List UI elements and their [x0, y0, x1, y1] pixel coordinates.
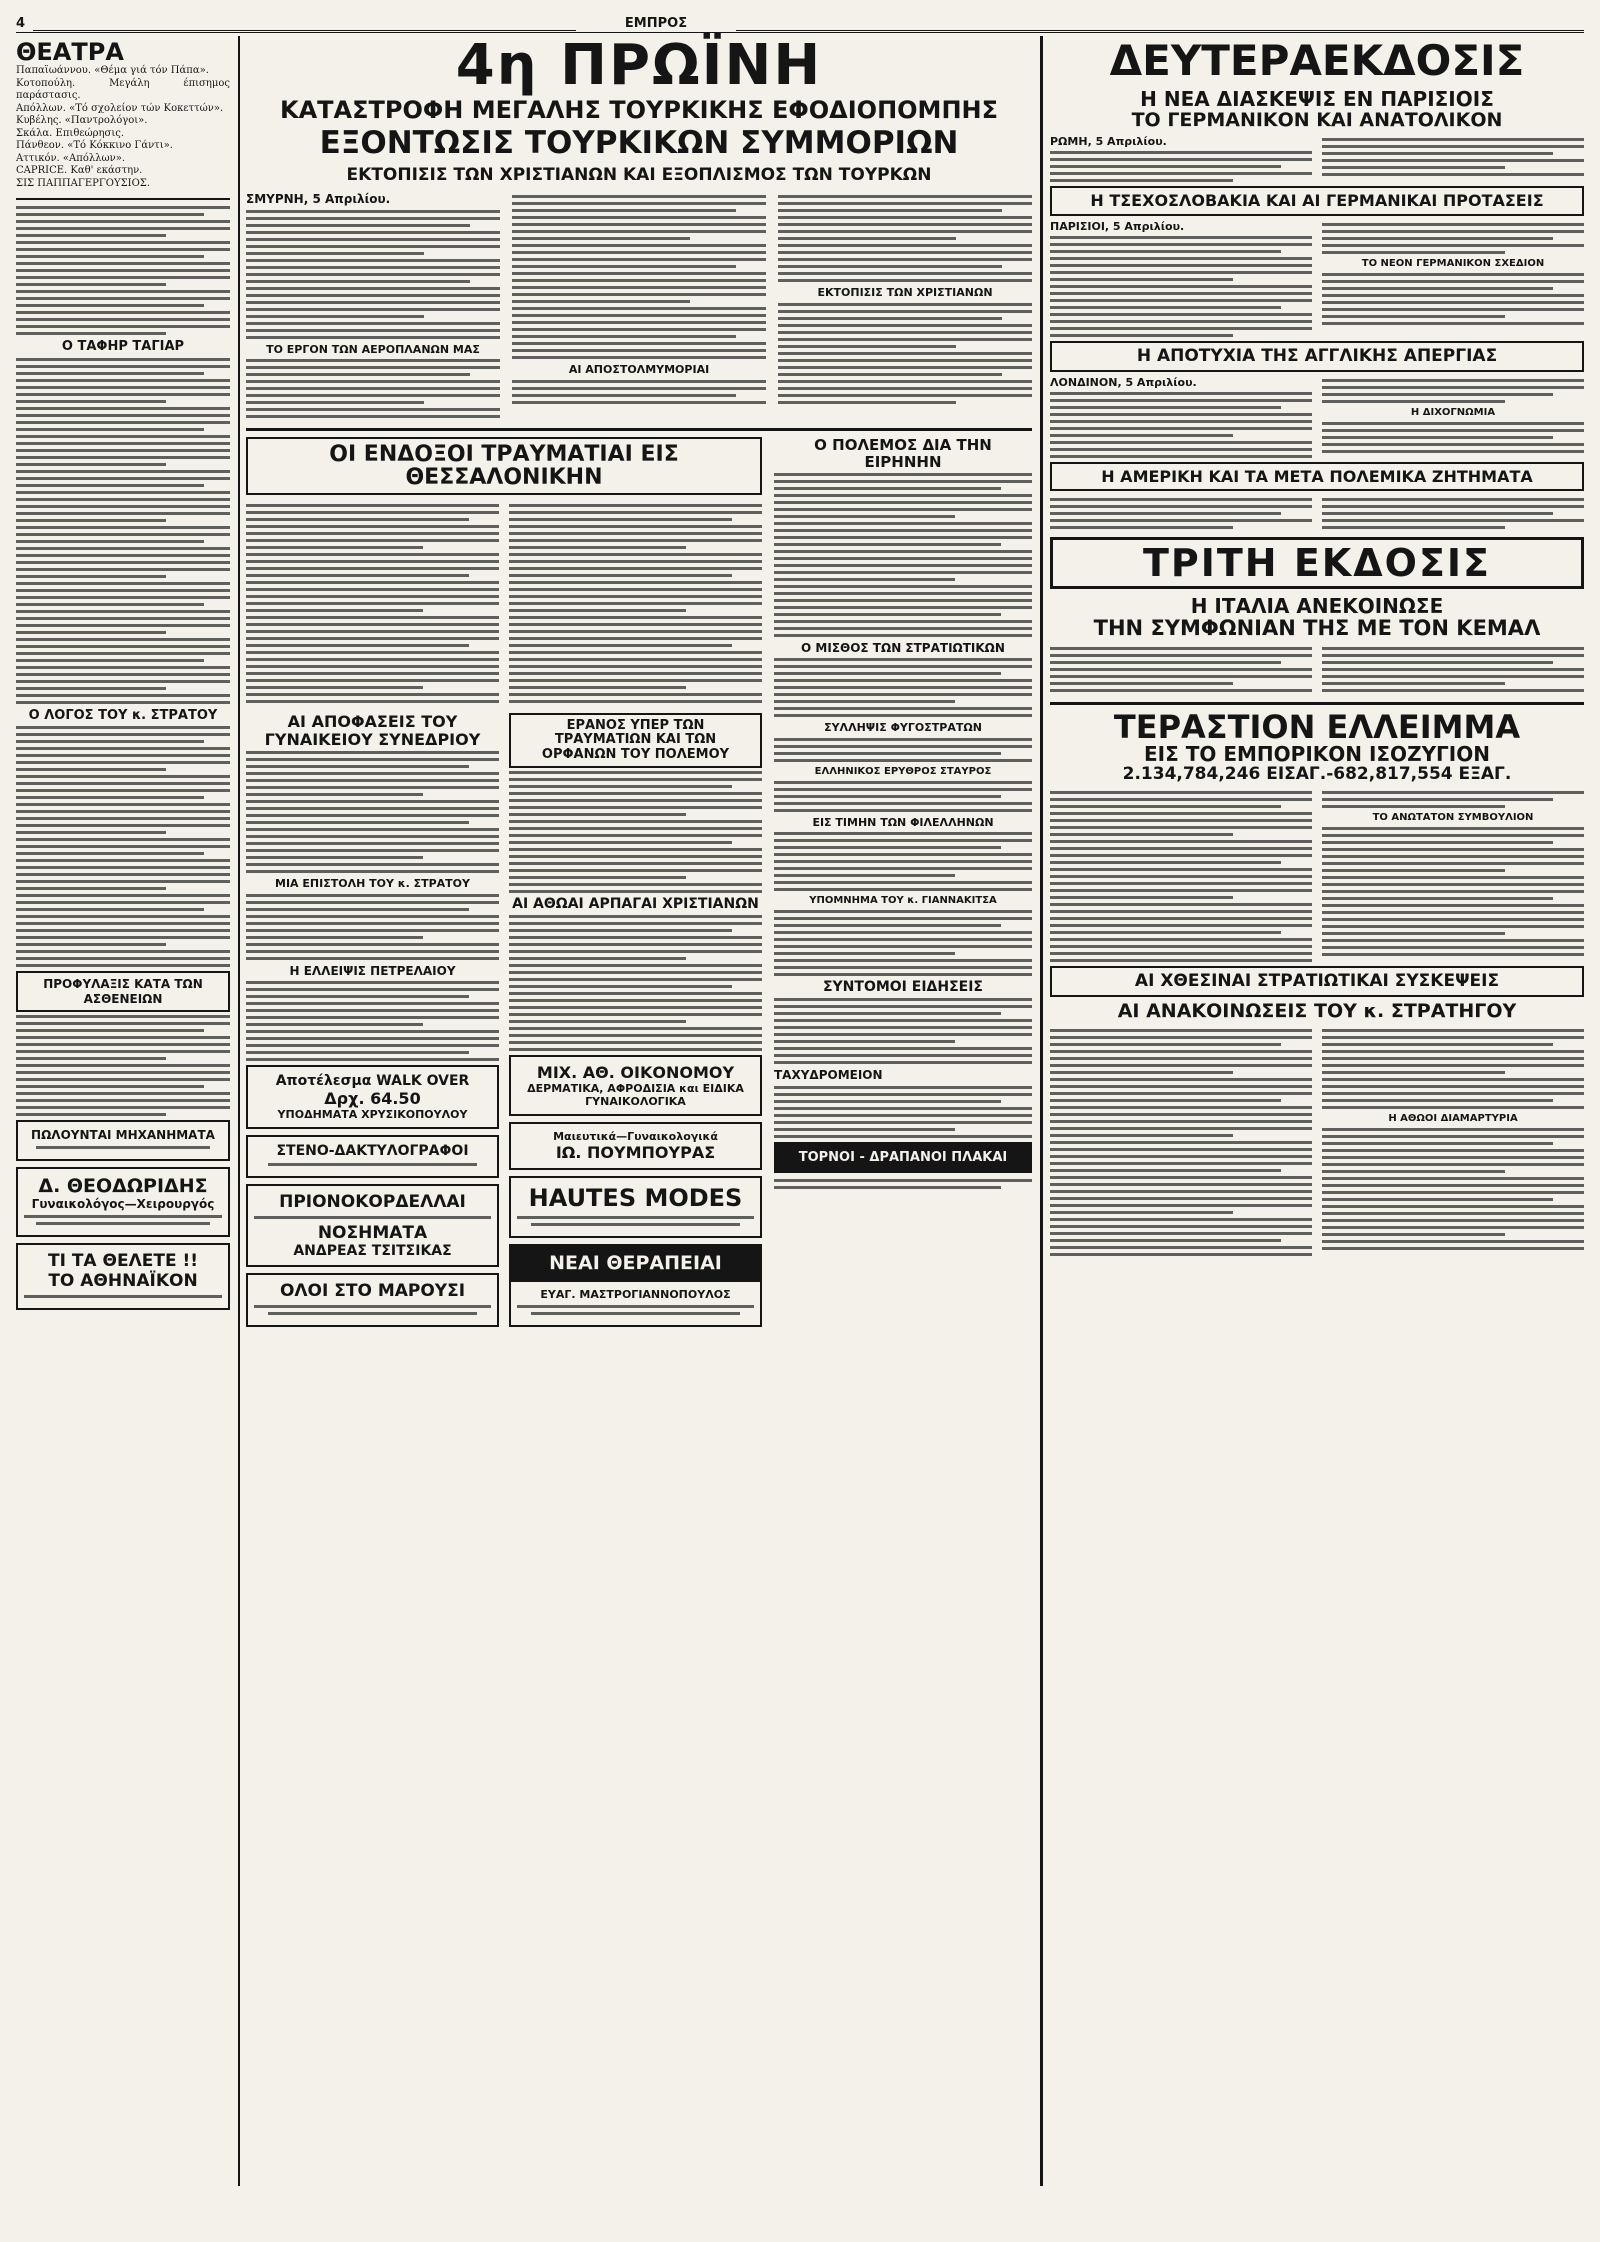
dateline: ΠΑΡΙΣΙΟΙ, 5 Απριλίου. [1050, 219, 1185, 233]
center-column [246, 33, 1032, 1333]
ad-gold-sub: ΤΟ ΑΘΗΝΑΪΚΟΝ [48, 1271, 198, 1292]
ad-poumpouras-sub: Μαιευτικά—Γυναικολογικά [553, 1130, 718, 1144]
ad-oikonomou [509, 1055, 762, 1116]
ad-therapeiai [509, 1244, 762, 1282]
dateline: ΡΩΜΗ, 5 Απριλίου. [1050, 134, 1167, 148]
divider [16, 198, 230, 200]
post-heading: ΤΑΧΥΔΡΟΜΕΙΟΝ [774, 1068, 883, 1083]
sub-heading: Η ΑΘΩΟΙ ΔΙΑΜΑΡΤΥΡΙΑ [1388, 1112, 1518, 1124]
theatre-line: ΣΙΣ ΠΑΠΠΑΓΕΡΓΟΥΣΙΟΣ. [16, 177, 151, 189]
red-cross-heading: ΕΛΛΗΝΙΚΟΣ ΕΡΥΘΡΟΣ ΣΤΑΥΡΟΣ [814, 765, 992, 777]
headline: ΕΙΣ ΤΟ ΕΜΠΟΡΙΚΟΝ ΙΣΟΖΥΓΙΟΝ [1144, 742, 1490, 767]
ad-doctor-title: Γυναικολόγος—Χειρουργός [31, 1197, 215, 1212]
headline: Η ΙΤΑΛΙΑ ΑΝΕΚΟΙΝΩΣΕ [1190, 594, 1444, 619]
ad-steno [246, 1135, 499, 1178]
column-rule [1040, 36, 1043, 2186]
headline: Η ΑΠΟΤΥΧΙΑ ΤΗΣ ΑΓΓΛΙΚΗΣ ΑΠΕΡΓΙΑΣ [1050, 341, 1584, 372]
divider [246, 428, 1032, 431]
arrest-heading: ΣΥΛΛΗΨΙΣ ΦΥΓΟΣΤΡΑΤΩΝ [824, 721, 982, 735]
edition-title: 4η ΠΡΩΪΝΗ [455, 33, 823, 98]
letter-heading: ΜΙΑ ΕΠΙΣΤΟΛΗ ΤΟΥ κ. ΣΤΡΑΤΟΥ [275, 877, 470, 891]
page-number: 4 [16, 16, 33, 31]
headline: Η ΑΜΕΡΙΚΗ ΚΑΙ ΤΑ ΜΕΤΑ ΠΟΛΕΜΙΚΑ ΖΗΤΗΜΑΤΑ [1050, 462, 1584, 492]
ypomnima-heading: ΥΠΟΜΝΗΜΑ ΤΟΥ κ. ΓΙΑΝΝΑΚΙΤΣΑ [809, 894, 997, 906]
theatre-line: Πάνθεον. «Τό Κόκκινο Γάντι». [16, 140, 173, 152]
theatres-title: ΘΕΑΤΡΑ [16, 38, 124, 66]
sub-headline: ΕΞΟΝΤΩΣΙΣ ΤΟΥΡΚΙΚΩΝ ΣΥΜΜΟΡΙΩΝ [319, 125, 959, 162]
headline: ΑΙ ΑΝΑΚΟΙΝΩΣΕΙΣ ΤΟΥ κ. ΣΤΡΑΤΗΓΟΥ [1117, 999, 1517, 1022]
ad-walkover-sub: ΥΠΟΔΗΜΑΤΑ ΧΡΥΣΙΚΟΠΟΥΛΟΥ [277, 1107, 468, 1121]
theatre-line: Κοτοπούλη. Μεγάλη έπισημος παράστασις. [16, 77, 230, 102]
dialogue-heading: Ο ΤΑΦΗΡ ΤΑΓΙΑΡ [61, 339, 185, 355]
headline: ΑΙ ΧΘΕΣΙΝΑΙ ΣΤΡΑΤΙΩΤΙΚΑΙ ΣΥΣΚΕΨΕΙΣ [1050, 966, 1584, 997]
ad-doctor-name: Δ. ΘΕΟΔΩΡΙΔΗΣ [38, 1175, 208, 1198]
arpagai-heading: ΑΙ ΑΘΩΑΙ ΑΡΠΑΓΑΙ ΧΡΙΣΤΙΑΝΩΝ [512, 896, 759, 913]
ad-walkover-title: Αποτέλεσμα WALK OVER [275, 1072, 470, 1089]
ad-marousi [246, 1273, 499, 1327]
eranos-heading: ΕΡΑΝΟΣ ΥΠΕΡ ΤΩΝ ΤΡΑΥΜΑΤΙΩΝ ΚΑΙ ΤΩΝ ΟΡΦΑΝΩΝ ΤΟΥ ΠΟΛΕΜΟΥ [509, 713, 762, 768]
article-text [16, 358, 230, 704]
decisions-heading: ΑΙ ΑΠΟΦΑΣΕΙΣ ΤΟΥ ΓΥΝΑΙΚΕΙΟΥ ΣΥΝΕΔΡΙΟΥ [264, 712, 481, 749]
newspaper-page [16, 16, 1584, 2206]
theatre-line: Απόλλων. «Τό σχολείον τών Κοκεττών». [16, 102, 224, 114]
right-column [1050, 36, 1584, 1260]
ad-nosimata-title: ΝΟΣΗΜΑΤΑ [317, 1222, 428, 1243]
ad-hautes-title: HAUTES MODES [528, 1184, 743, 1213]
sub-heading: ΤΟ ΝΕΟΝ ΓΕΡΜΑΝΙΚΟΝ ΣΧΕΔΙΟΝ [1361, 257, 1545, 269]
ad-tornoi [774, 1142, 1032, 1173]
article-text [16, 206, 230, 335]
ad-machines [16, 1120, 230, 1161]
ad-gold-head: ΤΙ ΤΑ ΘΕΛΕΤΕ !! [48, 1251, 198, 1272]
lead-article [246, 192, 1032, 422]
theatre-line: CAPRICE. Καθ' εκάστην. [16, 165, 143, 177]
war-peace-heading: Ο ΠΟΛΕΜΟΣ ΔΙΑ ΤΗΝ ΕΙΡΗΝΗΝ [814, 436, 992, 471]
ad-poumpouras [509, 1122, 762, 1170]
theatre-line: Αττικόν. «Απόλλων». [16, 152, 126, 164]
divider [1050, 702, 1584, 705]
ad-gold [16, 1243, 230, 1310]
ad-doctor [16, 1167, 230, 1237]
left-column [16, 40, 230, 1316]
ad-steno-title: ΣΤΕΝΟ-ΔΑΚΤΥΛΟΓΡΑΦΟΙ [276, 1142, 469, 1159]
ad-oikonomou-name: ΜΙΧ. ΑΘ. ΟΙΚΟΝΟΜΟΥ [536, 1063, 735, 1083]
edition-title-3: ΤΡΙΤΗ ΕΚΔΟΣΙΣ [1050, 537, 1584, 589]
soldiers-pay-heading: Ο ΜΙΣΘΟΣ ΤΩΝ ΣΤΡΑΤΙΩΤΙΚΩΝ [801, 641, 1005, 655]
diseases-heading: ΠΡΟΦΥΛΑΞΙΣ ΚΑΤΑ ΤΩΝ ΑΣΘΕΝΕΙΩΝ [16, 971, 230, 1012]
ad-prionok-title: ΠΡΙΟΝΟΚΟΡΔΕΛΛΑΙ [279, 1191, 466, 1212]
ad-oikonomou-sub: ΔΕΡΜΑΤΙΚΑ, ΑΦΡΟΔΙΣΙΑ και ΕΙΔΙΚΑ ΓΥΝΑΙΚΟΛΟΓΙΚΑ [527, 1082, 744, 1109]
sub-heading: ΕΚΤΟΠΙΣΙΣ ΤΩΝ ΧΡΙΣΤΙΑΝΩΝ [817, 286, 993, 300]
ad-tsitsikas: ΑΝΔΡΕΑΣ ΤΣΙΤΣΙΚΑΣ [293, 1242, 452, 1259]
article-text [16, 1015, 230, 1116]
ad-walkover-price: Δρχ. 64.50 [324, 1088, 421, 1108]
theatre-line: Σκάλα. Επιθεώρησις. [16, 127, 125, 139]
headline: Η ΤΣΕΧΟΣΛΟΒΑΚΙΑ ΚΑΙ ΑΙ ΓΕΡΜΑΝΙΚΑΙ ΠΡΟΤΑΣΕΙΣ [1050, 186, 1584, 216]
sub-heading: ΑΙ ΑΠΟΣΤΟΛΜΥΜΟΡΙΑΙ [568, 363, 710, 377]
dateline: ΣΜΥΡΝΗ, 5 Απριλίου. [246, 192, 391, 207]
ad-walkover [246, 1065, 499, 1129]
ad-therapeiai-body [509, 1282, 762, 1327]
masthead-rule [16, 16, 1584, 33]
article-text [16, 726, 230, 967]
sub-heading: Η ΔΙΧΟΓΝΩΜΙΑ [1410, 406, 1496, 418]
edition-title: ΔΕΥΤΕΡΑΕΚΔΟΣΙΣ [1109, 36, 1525, 85]
ad-hautes [509, 1176, 762, 1238]
wounded-heading: ΟΙ ΕΝΔΟΞΟΙ ΤΡΑΥΜΑΤΙΑΙ ΕΙΣ ΘΕΣΣΑΛΟΝΙΚΗΝ [246, 437, 762, 495]
ad-poumpouras-name: ΙΩ. ΠΟΥΜΠΟΥΡΑΣ [555, 1143, 716, 1163]
headline: ΤΗΝ ΣΥΜΦΩΝΙΑΝ ΤΗΣ ΜΕ ΤΟΝ ΚΕΜΑΛ [1093, 616, 1541, 641]
honor-heading: ΕΙΣ ΤΙΜΗΝ ΤΩΝ ΦΙΛΕΛΛΗΝΩΝ [812, 815, 994, 829]
ad-therapeiai-sub: ΕΥΑΓ. ΜΑΣΤΡΟΓΙΑΝΝΟΠΟΥΛΟΣ [540, 1288, 731, 1302]
headline: Η ΝΕΑ ΔΙΑΣΚΕΨΙΣ ΕΝ ΠΑΡΙΣΙΟΙΣ [1140, 87, 1494, 111]
ad-therapeiai-title: ΝΕΑΙ ΘΕΡΑΠΕΙΑΙ [549, 1252, 722, 1275]
sub-heading: ΤΟ ΕΡΓΟΝ ΤΩΝ ΑΕΡΟΠΛΑΝΩΝ ΜΑΣ [266, 342, 480, 356]
theatre-line: Κυβέλης. «Παντρολόγοι». [16, 115, 148, 127]
logos-heading: Ο ΛΟΓΟΣ ΤΟΥ κ. ΣΤΡΑΤΟΥ [28, 707, 218, 723]
column-rule [238, 36, 240, 2186]
headline: ΤΕΡΑΣΤΙΟΝ ΕΛΛΕΙΜΜΑ [1113, 708, 1521, 747]
headline: ΤΟ ΓΕΡΜΑΝΙΚΟΝ ΚΑΙ ΑΝΑΤΟΛΙΚΟΝ [1131, 109, 1503, 131]
dateline: ΛΟΝΔΙΝΟΝ, 5 Απριλίου. [1050, 375, 1197, 389]
short-news-heading: ΣΥΝΤΟΜΟΙ ΕΙΔΗΣΕΙΣ [822, 978, 983, 995]
headline: 2.134,784,246 ΕΙΣΑΓ.-682,817,554 ΕΞΑΓ. [1122, 764, 1512, 785]
wounded-and-war-section [246, 437, 1032, 1333]
ad-tornoi-title: ΤΟΡΝΟΙ - ΔΡΑΠΑΝΟΙ ΠΛΑΚΑΙ [798, 1149, 1008, 1165]
ad-machines-title: ΠΩΛΟΥΝΤΑΙ ΜΗΧΑΝΗΜΑΤΑ [31, 1128, 215, 1143]
paper-name: ΕΜΠΡΟΣ [576, 16, 736, 31]
sub-heading: ΤΟ ΑΝΩΤΑΤΟΝ ΣΥΜΒΟΥΛΙΟΝ [1372, 812, 1534, 824]
petrol-heading: Η ΕΛΛΕΙΨΙΣ ΠΕΤΡΕΛΑΙΟΥ [289, 963, 456, 978]
sub-headline: ΕΚΤΟΠΙΣΙΣ ΤΩΝ ΧΡΙΣΤΙΑΝΩΝ ΚΑΙ ΕΞΟΠΛΙΣΜΟΣ ΤΩΝ ΤΟΥΡΚΩΝ [346, 164, 932, 185]
ad-marousi-title: ΟΛΟΙ ΣΤΟ ΜΑΡΟΥΣΙ [279, 1280, 466, 1301]
theatre-line: Παπαϊωάννου. «Θέμα γιά τόν Πάπα». [16, 65, 209, 77]
ad-prionok [246, 1184, 499, 1267]
main-headline: ΚΑΤΑΣΤΡΟΦΗ ΜΕΓΑΛΗΣ ΤΟΥΡΚΙΚΗΣ ΕΦΟΔΙΟΠΟΜΠΗΣ [279, 96, 999, 124]
